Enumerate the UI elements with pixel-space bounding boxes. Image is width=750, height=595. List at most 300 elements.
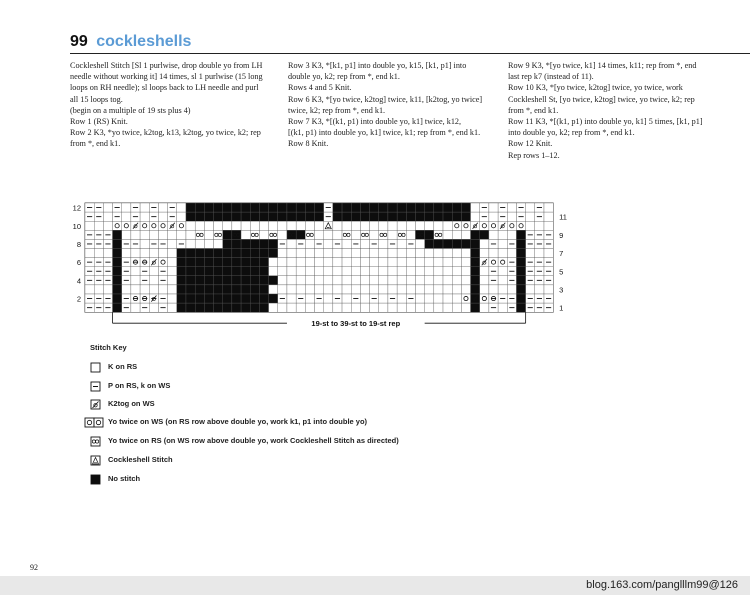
chart-cell	[305, 285, 314, 294]
chart-cell	[259, 230, 268, 239]
chart-cell	[315, 221, 324, 230]
no-stitch-cell	[195, 303, 204, 312]
no-stitch-cell	[177, 267, 186, 276]
no-stitch-cell	[287, 212, 296, 221]
no-stitch-cell	[113, 249, 122, 258]
chart-cell	[168, 285, 177, 294]
chart-cell	[278, 258, 287, 267]
chart-cell	[131, 267, 140, 276]
chart-cell	[278, 249, 287, 258]
stitch-key-label: K on RS	[108, 362, 138, 371]
no-stitch-cell	[241, 267, 250, 276]
chart-cell	[149, 276, 158, 285]
no-stitch-cell	[370, 212, 379, 221]
chart-cell	[425, 267, 434, 276]
instruction-line: from *, end k1.	[508, 105, 559, 115]
chart-cell	[461, 294, 470, 303]
stitch-key-title: Stitch Key	[90, 343, 127, 352]
chart-cell	[305, 303, 314, 312]
chart-cell	[168, 230, 177, 239]
no-stitch-cell	[241, 249, 250, 258]
chart-cell	[397, 221, 406, 230]
instruction-line: (begin on a multiple of 19 sts plus 4)	[70, 105, 191, 115]
chart-cell	[278, 303, 287, 312]
no-stitch-cell	[204, 258, 213, 267]
no-stitch-cell	[250, 303, 259, 312]
chart-cell	[370, 285, 379, 294]
instruction-line: Rep rows 1–12.	[508, 150, 560, 160]
no-stitch-cell	[232, 258, 241, 267]
no-stitch-cell	[250, 294, 259, 303]
chart-cell	[195, 239, 204, 248]
no-stitch-cell	[425, 239, 434, 248]
no-stitch-cell	[351, 212, 360, 221]
no-stitch-cell	[269, 276, 278, 285]
chart-cell	[498, 276, 507, 285]
no-stitch-cell	[195, 258, 204, 267]
chart-cell	[324, 267, 333, 276]
chart-cell	[324, 249, 333, 258]
chart-cell	[489, 258, 498, 267]
chart-cell	[122, 203, 131, 212]
chart-cell	[324, 258, 333, 267]
chart-cell	[480, 239, 489, 248]
chart-cell	[526, 285, 535, 294]
chart-cell	[452, 249, 461, 258]
chart-cell	[489, 212, 498, 221]
no-stitch-cell	[177, 303, 186, 312]
chart-cell	[526, 203, 535, 212]
no-stitch-cell	[241, 294, 250, 303]
chart-cell	[526, 212, 535, 221]
chart-cell	[149, 249, 158, 258]
chart-cell	[379, 258, 388, 267]
no-stitch-cell	[415, 203, 424, 212]
chart-cell	[406, 267, 415, 276]
chart-cell	[425, 294, 434, 303]
left-row-number: 2	[76, 294, 81, 304]
chart-cell	[333, 276, 342, 285]
no-stitch-cell	[360, 212, 369, 221]
chart-cell	[379, 303, 388, 312]
chart-cell	[507, 203, 516, 212]
chart-cell	[535, 249, 544, 258]
instruction-line: Row 6 K3, *[yo twice, k2tog] twice, k11, [k2tog, yo twice]	[288, 94, 483, 104]
no-stitch-cell	[177, 258, 186, 267]
no-stitch-cell	[406, 203, 415, 212]
chart-cell	[434, 294, 443, 303]
no-stitch-cell	[259, 267, 268, 276]
no-stitch-cell	[214, 294, 223, 303]
no-stitch-cell	[471, 303, 480, 312]
no-stitch-cell	[259, 249, 268, 258]
no-stitch-cell	[232, 285, 241, 294]
no-stitch-cell	[269, 212, 278, 221]
chart-cell	[85, 285, 94, 294]
chart-cell	[278, 285, 287, 294]
chart-cell	[333, 258, 342, 267]
chart-cell	[498, 239, 507, 248]
chart-cell	[434, 221, 443, 230]
chart-cell	[342, 267, 351, 276]
no-stitch-cell	[113, 258, 122, 267]
no-stitch-cell	[113, 230, 122, 239]
chart-cell	[342, 249, 351, 258]
no-stitch-cell	[186, 276, 195, 285]
chart-cell	[480, 294, 489, 303]
chart-cell	[214, 221, 223, 230]
chart-cell	[351, 285, 360, 294]
chart-cell	[425, 221, 434, 230]
no-stitch-cell	[452, 239, 461, 248]
no-stitch-cell	[415, 212, 424, 221]
no-stitch-cell	[113, 303, 122, 312]
pattern-number: 99	[70, 33, 88, 50]
no-stitch-cell	[232, 276, 241, 285]
chart-cell	[333, 249, 342, 258]
no-stitch-cell	[204, 212, 213, 221]
chart-cell	[443, 276, 452, 285]
no-stitch-cell	[443, 203, 452, 212]
chart-cell	[370, 276, 379, 285]
chart-cell	[333, 267, 342, 276]
chart-cell	[452, 258, 461, 267]
chart-cell	[415, 239, 424, 248]
chart-cell	[287, 258, 296, 267]
no-stitch-cell	[360, 203, 369, 212]
no-stitch-cell	[186, 267, 195, 276]
chart-cell	[278, 230, 287, 239]
chart-cell	[140, 239, 149, 248]
instruction-line: Row 3 K3, *[k1, p1] into double yo, k15, [k1, p1] into	[288, 61, 467, 70]
chart-cell	[480, 303, 489, 312]
no-stitch-cell	[259, 239, 268, 248]
chart-cell	[406, 221, 415, 230]
chart-cell	[168, 294, 177, 303]
chart-cell	[360, 249, 369, 258]
chart-cell	[397, 239, 406, 248]
chart-cell	[406, 249, 415, 258]
no-stitch-cell	[204, 203, 213, 212]
chart-cell	[85, 249, 94, 258]
chart-cell	[471, 203, 480, 212]
chart-cell	[406, 258, 415, 267]
no-stitch-cell	[379, 203, 388, 212]
chart-cell	[149, 285, 158, 294]
chart-cell	[94, 249, 103, 258]
chart-cell	[443, 303, 452, 312]
no-stitch-cell	[333, 203, 342, 212]
chart-cell	[379, 221, 388, 230]
chart-cell	[480, 276, 489, 285]
chart-cell	[305, 294, 314, 303]
no-stitch-cell	[214, 249, 223, 258]
chart-cell	[388, 258, 397, 267]
chart-cell	[149, 221, 158, 230]
chart-cell	[452, 230, 461, 239]
chart-cell	[269, 267, 278, 276]
chart-cell	[379, 239, 388, 248]
chart-cell	[461, 276, 470, 285]
no-stitch-cell	[425, 203, 434, 212]
chart-cell	[296, 285, 305, 294]
no-stitch-cell	[296, 212, 305, 221]
chart-cell	[406, 285, 415, 294]
instruction-line: Row 10 K3, *[yo twice, k2tog] twice, yo twice, work	[508, 83, 683, 93]
chart-cell	[305, 258, 314, 267]
chart-cell	[388, 303, 397, 312]
no-stitch-cell	[241, 303, 250, 312]
chart-cell	[296, 249, 305, 258]
no-stitch-cell	[379, 212, 388, 221]
stitch-key-label: P on RS, k on WS	[108, 381, 171, 390]
chart-cell	[158, 221, 167, 230]
chart-cell	[461, 258, 470, 267]
chart-cell	[406, 303, 415, 312]
chart-cell	[168, 249, 177, 258]
chart-cell	[204, 221, 213, 230]
chart-cell	[388, 276, 397, 285]
chart-cell	[425, 276, 434, 285]
no-stitch-cell	[186, 303, 195, 312]
chart-cell	[425, 258, 434, 267]
chart-cell	[241, 221, 250, 230]
chart-cell	[544, 203, 553, 212]
chart-cell	[177, 212, 186, 221]
right-row-number: 9	[559, 230, 564, 240]
no-stitch-cell	[241, 212, 250, 221]
chart-cell	[214, 239, 223, 248]
chart-cell	[315, 249, 324, 258]
no-stitch-cell	[113, 294, 122, 303]
chart-cell	[158, 203, 167, 212]
chart-cell	[351, 230, 360, 239]
no-stitch-cell	[516, 267, 525, 276]
chart-cell	[269, 285, 278, 294]
chart-cell	[122, 212, 131, 221]
no-stitch-cell	[223, 239, 232, 248]
no-stitch-cell	[333, 212, 342, 221]
chart-cell	[370, 267, 379, 276]
instruction-line: Cockleshell St, [yo twice, k2tog] twice, yo twice, k2; rep	[508, 94, 695, 104]
chart-cell	[333, 221, 342, 230]
left-row-number: 4	[76, 276, 81, 286]
chart-cell	[333, 285, 342, 294]
chart-cell	[103, 249, 112, 258]
no-stitch-cell	[516, 239, 525, 248]
chart-cell	[535, 285, 544, 294]
chart-cell	[507, 221, 516, 230]
no-stitch-cell	[204, 303, 213, 312]
chart-cell	[443, 285, 452, 294]
no-stitch-cell	[214, 267, 223, 276]
chart-cell	[351, 249, 360, 258]
no-stitch-cell	[443, 212, 452, 221]
no-stitch-cell	[388, 203, 397, 212]
chart-cell	[370, 249, 379, 258]
no-stitch-cell	[204, 276, 213, 285]
no-stitch-cell	[241, 276, 250, 285]
chart-cell	[397, 258, 406, 267]
chart-cell	[85, 221, 94, 230]
chart-cell	[388, 230, 397, 239]
no-stitch-cell	[232, 239, 241, 248]
right-row-number: 11	[559, 212, 567, 222]
chart-cell	[351, 303, 360, 312]
chart-cell	[388, 249, 397, 258]
chart-cell	[342, 285, 351, 294]
chart-cell	[461, 303, 470, 312]
chart-cell	[360, 239, 369, 248]
chart-cell	[360, 276, 369, 285]
page-number: 92	[30, 563, 38, 572]
chart-cell	[168, 276, 177, 285]
no-stitch-cell	[315, 212, 324, 221]
chart-cell	[379, 285, 388, 294]
no-stitch-cell	[434, 203, 443, 212]
no-stitch-cell	[113, 285, 122, 294]
no-stitch-cell	[471, 249, 480, 258]
no-stitch-cell	[397, 203, 406, 212]
chart-cell	[526, 249, 535, 258]
instruction-line: twice, k2; rep from *, end k1.	[288, 105, 386, 115]
chart-cell	[443, 294, 452, 303]
chart-cell	[223, 221, 232, 230]
chart-cell	[425, 249, 434, 258]
chart-cell	[443, 249, 452, 258]
chart-cell	[122, 221, 131, 230]
chart-cell	[434, 249, 443, 258]
chart-cell	[177, 221, 186, 230]
no-stitch-cell	[296, 230, 305, 239]
chart-cell	[360, 303, 369, 312]
chart-cell	[379, 294, 388, 303]
chart-cell	[140, 285, 149, 294]
chart-cell	[498, 230, 507, 239]
no-stitch-cell	[397, 212, 406, 221]
chart-cell	[489, 203, 498, 212]
no-stitch-cell	[232, 294, 241, 303]
chart-cell	[158, 212, 167, 221]
no-stitch-cell	[425, 230, 434, 239]
chart-cell	[287, 285, 296, 294]
chart-cell	[305, 239, 314, 248]
no-stitch-cell	[516, 230, 525, 239]
instruction-line: Row 11 K3, *[(k1, p1) into double yo, k1] 5 times, [k1, p1]	[508, 117, 703, 127]
no-stitch-cell	[516, 249, 525, 258]
chart-cell	[278, 276, 287, 285]
no-stitch-cell	[259, 285, 268, 294]
no-stitch-cell	[195, 285, 204, 294]
chart-cell	[425, 285, 434, 294]
chart-cell	[370, 258, 379, 267]
chart-cell	[379, 249, 388, 258]
no-stitch-cell	[250, 267, 259, 276]
no-stitch-cell	[269, 294, 278, 303]
chart-cell	[122, 285, 131, 294]
chart-cell	[360, 258, 369, 267]
chart-cell	[158, 230, 167, 239]
stitch-key-label: K2tog on WS	[108, 399, 155, 408]
chart-cell	[544, 221, 553, 230]
chart-cell	[324, 294, 333, 303]
chart-cell	[360, 267, 369, 276]
chart-cell	[351, 221, 360, 230]
chart-cell	[259, 221, 268, 230]
chart-cell	[122, 230, 131, 239]
chart-cell	[526, 221, 535, 230]
chart-cell	[140, 249, 149, 258]
no-stitch-cell	[214, 285, 223, 294]
chart-cell	[535, 221, 544, 230]
chart-cell	[379, 276, 388, 285]
chart-cell	[333, 303, 342, 312]
chart-cell	[360, 285, 369, 294]
no-stitch-cell	[223, 249, 232, 258]
no-stitch-cell	[516, 258, 525, 267]
chart-cell	[480, 221, 489, 230]
no-stitch-cell	[232, 249, 241, 258]
no-stitch-cell	[204, 285, 213, 294]
no-stitch-cell	[195, 294, 204, 303]
no-stitch-cell	[214, 212, 223, 221]
no-stitch-cell	[516, 294, 525, 303]
right-row-number: 3	[559, 285, 564, 295]
chart-cell	[461, 230, 470, 239]
chart-cell	[489, 230, 498, 239]
chart-cell	[131, 303, 140, 312]
chart-cell	[342, 221, 351, 230]
no-stitch-cell	[241, 285, 250, 294]
no-stitch-cell	[186, 203, 195, 212]
chart-cell	[489, 285, 498, 294]
chart-cell	[452, 267, 461, 276]
left-row-number: 6	[76, 258, 81, 268]
no-stitch-cell	[195, 212, 204, 221]
no-stitch-cell	[195, 203, 204, 212]
chart-cell	[287, 267, 296, 276]
chart-cell	[94, 221, 103, 230]
chart-cell	[452, 276, 461, 285]
chart-cell	[370, 303, 379, 312]
chart-cell	[296, 258, 305, 267]
chart-cell	[434, 285, 443, 294]
stitch-key-label: Cockleshell Stitch	[108, 455, 173, 464]
chart-cell	[507, 230, 516, 239]
no-stitch-cell	[223, 258, 232, 267]
chart-cell	[140, 230, 149, 239]
chart-cell	[360, 221, 369, 230]
chart-cell	[388, 267, 397, 276]
no-stitch-cell	[342, 203, 351, 212]
no-stitch-cell	[113, 276, 122, 285]
chart-cell	[149, 230, 158, 239]
chart-cell	[489, 221, 498, 230]
chart-cell	[461, 249, 470, 258]
no-stitch-cell	[250, 258, 259, 267]
chart-cell	[195, 221, 204, 230]
no-stitch-cell	[259, 276, 268, 285]
no-stitch-cell	[177, 294, 186, 303]
no-stitch-cell	[232, 212, 241, 221]
instruction-line: all 15 loops tog.	[70, 94, 123, 104]
chart-cell	[278, 221, 287, 230]
chart-cell	[443, 267, 452, 276]
chart-cell	[315, 267, 324, 276]
no-stitch-cell	[305, 203, 314, 212]
chart-cell	[415, 294, 424, 303]
chart-cell	[498, 267, 507, 276]
